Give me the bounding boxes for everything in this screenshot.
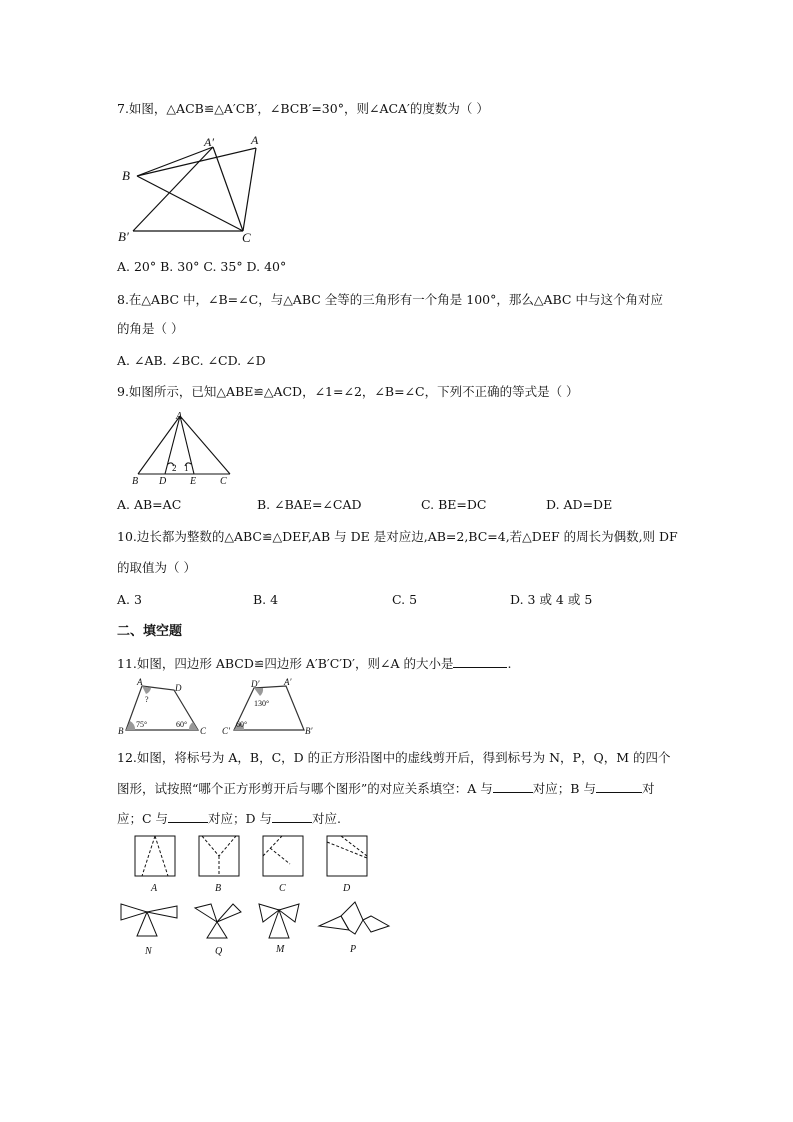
- q11-label-A: A: [137, 677, 143, 687]
- q7-segment-B-prime-A-prime: [133, 147, 213, 231]
- q11-label-D-prime: D′: [251, 679, 260, 689]
- q7-stem: 7.如图，△ACB≌△A′CB′，∠BCB′=30°，则∠ACA′的度数为（ ）: [117, 101, 489, 116]
- q7-segment-BC: [137, 176, 243, 231]
- q12-label-shape-Q: Q: [215, 946, 223, 957]
- q9-label-D: D: [159, 476, 167, 487]
- q11-label-60-prime: 60°: [236, 720, 248, 729]
- q9-option-c: C. BE=DC: [421, 497, 487, 512]
- q10-option-a: A. 3: [117, 592, 142, 607]
- q12-shape-Q: [195, 904, 241, 938]
- q12-line1: 12.如图，将标号为 A，B，C，D 的正方形沿图中的虚线剪开后，得到标号为 N，P，Q，M 的四个: [117, 750, 671, 765]
- q12-cut-D: [327, 836, 367, 858]
- q11-answer-blank[interactable]: [453, 655, 507, 668]
- q9-label-2: 2: [172, 463, 177, 473]
- q12-squares-figure: [130, 834, 375, 896]
- q11-stem-text: 11.如图，四边形 ABCD≌四边形 A′B′C′D′，则∠A 的大小是: [117, 656, 454, 671]
- q12-square-C: [263, 836, 303, 876]
- q12-line2-text-c: 对: [641, 781, 655, 796]
- q11-label-75: 75°: [136, 720, 148, 729]
- q9-label-1: 1: [184, 463, 189, 473]
- q12-line2-text-a: 图形，试按照“哪个正方形剪开后与哪个图形”的对应关系填空：A 与: [117, 781, 493, 796]
- q12-label-square-B: B: [215, 883, 222, 894]
- q12-label-shape-P: P: [350, 944, 357, 955]
- q9-option-b: B. ∠BAE=∠CAD: [257, 497, 362, 512]
- q12-cut-C: [263, 836, 290, 864]
- q9-label-B: B: [132, 476, 139, 487]
- q7-options: A. 20° B. 30° C. 35° D. 40°: [117, 259, 287, 274]
- q11-label-60: 60°: [176, 720, 188, 729]
- q7-label-B: B: [122, 168, 130, 183]
- q11-figure-abcd: [118, 676, 210, 738]
- q12-square-A: [135, 836, 175, 876]
- q8-stem-line1: 8.在△ABC 中，∠B=∠C，与△ABC 全等的三角形有一个角是 100°，那么△ABC 中与这个角对应: [117, 292, 663, 307]
- q7-label-B-prime: B′: [118, 229, 129, 244]
- q7-figure: [118, 130, 278, 245]
- q12-label-square-A: A: [151, 883, 158, 894]
- q12-answer-blank-c[interactable]: [168, 810, 208, 823]
- q11-angle-C-mark: [189, 722, 198, 730]
- q12-answer-blank-d[interactable]: [272, 810, 312, 823]
- q12-cut-A: [142, 836, 168, 876]
- q12-shape-P: [319, 902, 389, 934]
- q8-options: A. ∠AB. ∠BC. ∠CD. ∠D: [117, 353, 266, 368]
- q12-line2-text-b: 对应；B 与: [532, 781, 596, 796]
- q11-label-C-prime: C′: [222, 726, 230, 736]
- q11-label-C: C: [200, 726, 207, 736]
- q12-answer-blank-b[interactable]: [596, 780, 642, 793]
- q11-label-A-prime: A′: [284, 677, 292, 687]
- q9-label-C: C: [220, 476, 227, 487]
- q12-shape-M: [259, 904, 299, 938]
- q10-option-d: D. 3 或 4 或 5: [510, 592, 593, 607]
- q12-cut-B: [202, 836, 236, 876]
- q7-segment-BA: [137, 148, 256, 176]
- q11-label-B-prime: B′: [305, 726, 313, 736]
- q9-option-d: D. AD=DE: [546, 497, 613, 512]
- q11-figure-a-prime: [218, 676, 318, 738]
- q12-label-shape-M: M: [276, 944, 285, 955]
- q7-segment-BA-prime: [137, 147, 213, 176]
- q12-line3-text-c: 对应.: [312, 811, 342, 826]
- q11-stem-end: .: [507, 656, 512, 671]
- q11-label-D: D: [175, 683, 182, 693]
- q11-stem: [117, 655, 511, 672]
- q12-line3-text-a: 应；C 与: [117, 811, 169, 826]
- q12-label-shape-N: N: [145, 946, 152, 957]
- q9-stem: 9.如图所示，已知△ABE≌△ACD，∠1=∠2，∠B=∠C，下列不正确的等式是（ ）: [117, 384, 579, 399]
- q10-stem-line1: 10.边长都为整数的△ABC≌△DEF,AB 与 DE 是对应边,AB=2,BC=4,若△DEF 的周长为偶数,则 DF: [117, 529, 678, 544]
- q11-label-B: B: [118, 726, 124, 736]
- q7-segment-AC: [243, 148, 256, 231]
- q7-label-A-prime: A′: [204, 135, 214, 149]
- q12-shape-N: [121, 904, 177, 936]
- q8-stem-line2: 的角是（ ）: [117, 321, 184, 336]
- q10-stem-line2: 的取值为（ ）: [117, 560, 196, 575]
- q10-option-b: B. 4: [253, 592, 279, 607]
- q12-label-square-D: D: [343, 883, 351, 894]
- q11-label-unknown: ?: [145, 695, 149, 704]
- q12-answer-blank-a[interactable]: [493, 780, 533, 793]
- q7-label-A: A: [251, 133, 259, 147]
- q12-line2: [117, 780, 654, 797]
- q9-figure: [130, 410, 235, 490]
- q11-label-130: 130°: [254, 699, 270, 708]
- q9-option-a: A. AB=AC: [117, 497, 182, 512]
- q11-angle-D-prime-mark: [254, 688, 263, 696]
- q12-label-square-C: C: [279, 883, 286, 894]
- q7-label-C: C: [242, 230, 251, 245]
- q10-option-c: C. 5: [392, 592, 418, 607]
- q12-line3-text-b: 对应；D 与: [208, 811, 273, 826]
- section-heading-fill-in: 二、填空题: [117, 624, 183, 639]
- q12-line3: [117, 810, 341, 827]
- q12-shapes-figure: [115, 900, 395, 960]
- q9-label-E: E: [190, 476, 197, 487]
- q9-label-A: A: [176, 411, 183, 422]
